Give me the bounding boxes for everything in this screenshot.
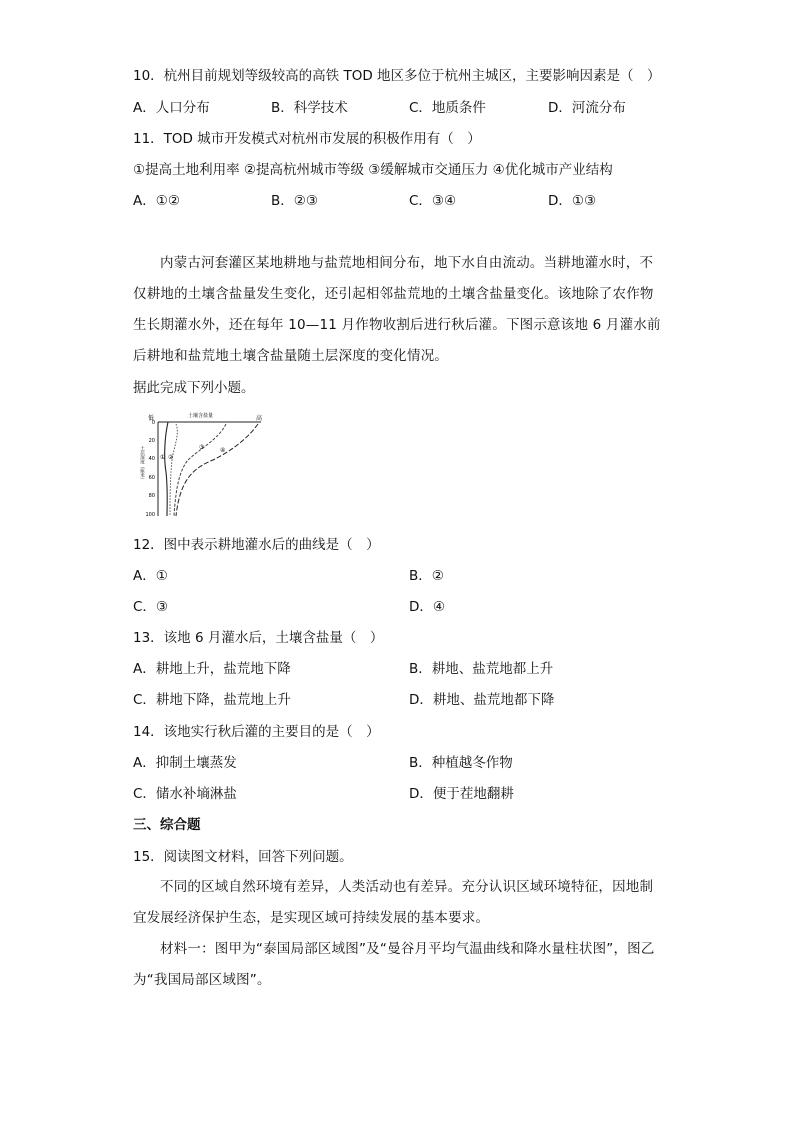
- soil-salinity-figure: [138, 410, 268, 520]
- section-title: 三、综合题: [133, 817, 201, 833]
- q12-option-b: B．②: [409, 568, 444, 584]
- curve-3: [174, 424, 226, 516]
- q15-para2: 材料一：图甲为“泰国局部区域图”及“曼谷月平均气温曲线和降水量柱状图”，图乙为“我国局部区域图”。: [133, 941, 655, 988]
- q15-stem: 15．阅读图文材料，回答下列问题。: [133, 849, 353, 865]
- curve-label-2: ②: [168, 454, 174, 461]
- q13-stem: 13．该地 6 月灌水后，土壤含盐量（ ）: [133, 630, 384, 646]
- q14-option-c: C．储水补墒淋盐: [133, 786, 237, 802]
- passage-text: 内蒙古河套灌区某地耕地与盐荒地相间分布，地下水自由流动。当耕地灌水时，不仅耕地的土壤含盐量发生变化，还引起相邻盐荒地的土壤含盐量变化。该地除了农作物生长期灌水外，还在每年 10—11 月作物收割后进行秋后灌。下图示意该地 6 月灌水前后耕地和盐荒地土壤含盐量随土层深度的变化情况。: [133, 255, 661, 364]
- q10-option-b: B．科学技术: [271, 100, 348, 116]
- q11-option-c: C．③④: [409, 193, 457, 209]
- q11-stem: 11．TOD 城市开发模式对杭州市发展的积极作用有（ ）: [133, 131, 481, 147]
- q11-option-b: B．②③: [271, 193, 318, 209]
- q14-option-b: B．种植越冬作物: [409, 755, 513, 771]
- q12-option-d: D．④: [409, 599, 445, 615]
- q11-option-d: D．①③: [548, 193, 597, 209]
- passage-instruction: 据此完成下列小题。: [133, 380, 255, 396]
- q13-option-b: B．耕地、盐荒地都上升: [409, 661, 554, 677]
- q12-option-a: A．①: [133, 568, 168, 584]
- figure-tick-0: 0: [151, 420, 155, 426]
- curve-label-3: ③: [199, 444, 205, 451]
- q14-stem: 14．该地实行秋后灌的主要目的是（ ）: [133, 724, 380, 740]
- q11-option-a: A．①②: [133, 193, 180, 209]
- q10-option-c: C．地质条件: [409, 100, 486, 116]
- q14-option-a: A．抑制土壤蒸发: [133, 755, 237, 771]
- figure-tick-20: 20: [148, 438, 155, 444]
- curve-label-4: ④: [220, 447, 226, 454]
- figure-low-label: 低: [148, 415, 155, 422]
- q13-option-d: D．耕地、盐荒地都下降: [409, 692, 555, 708]
- figure-tick-100: 100: [145, 512, 155, 518]
- q14-option-d: D．便于茬地翻耕: [409, 786, 514, 802]
- curve-label-1: ①: [160, 454, 166, 461]
- q12-option-c: C．③: [133, 599, 169, 615]
- q11-statements: ①提高土地利用率 ②提高杭州城市等级 ③缓解城市交通压力 ④优化城市产业结构: [133, 162, 613, 178]
- q10-option-a: A．人口分布: [133, 100, 210, 116]
- figure-y-label: 土层深度（厘米）: [139, 446, 145, 482]
- q10-option-d: D．河流分布: [548, 100, 626, 116]
- figure-tick-40: 40: [148, 456, 155, 462]
- curve-2: [170, 424, 177, 516]
- q15-para1: 不同的区域自然环境有差异，人类活动也有差异。充分认识区域环境特征，因地制宜发展经济保护生态，是实现区域可持续发展的基本要求。: [133, 879, 654, 926]
- q13-option-c: C．耕地下降，盐荒地上升: [133, 692, 291, 708]
- figure-tick-80: 80: [148, 493, 155, 499]
- curve-1: [165, 422, 168, 516]
- q10-stem: 10．杭州目前规划等级较高的高铁 TOD 地区多位于杭州主城区，主要影响因素是（ ）: [133, 68, 661, 84]
- figure-tick-60: 60: [148, 475, 155, 481]
- figure-high-label: 高: [256, 415, 263, 422]
- q12-stem: 12．图中表示耕地灌水后的曲线是（ ）: [133, 537, 380, 553]
- q13-option-a: A．耕地上升，盐荒地下降: [133, 661, 291, 677]
- curve-4: [176, 424, 258, 516]
- figure-top-label: 土壤含盐量: [188, 413, 214, 419]
